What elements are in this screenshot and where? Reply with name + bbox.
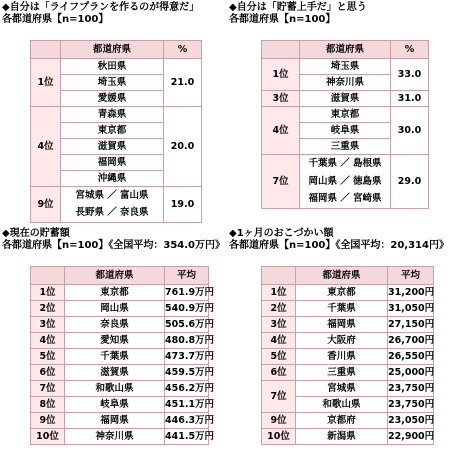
table-row xyxy=(262,285,434,301)
prefecture-cell: 宮城県 xyxy=(296,381,388,397)
value-cell: 761.9万円 xyxy=(165,285,209,301)
column-header: 平均 xyxy=(388,267,434,285)
table-row xyxy=(262,381,434,397)
value-cell: 26,700円 xyxy=(388,333,434,349)
prefecture-cell: 沖縄県 xyxy=(61,171,164,187)
prefecture-cell: 福岡県 xyxy=(296,317,388,333)
column-header xyxy=(262,41,300,59)
table-row xyxy=(31,301,209,317)
column-header: 都道府県 xyxy=(65,267,165,285)
table-row xyxy=(31,365,209,381)
table-row xyxy=(262,59,429,75)
prefecture-cell: 神奈川県 xyxy=(65,429,165,445)
prefecture-cell: 三重県 xyxy=(296,365,388,381)
rank-cell: 8位 xyxy=(31,397,65,413)
rank-cell: 1位 xyxy=(262,285,296,301)
prefecture-cell: 神奈川県 xyxy=(300,75,391,91)
rank-cell: 3位 xyxy=(31,317,65,333)
table-row xyxy=(31,413,209,429)
rank-cell: 7位 xyxy=(31,381,65,397)
prefecture-cell: 東京都 xyxy=(300,107,391,123)
value-cell: 22,900円 xyxy=(388,429,434,445)
panel-savings-subtitle: 各都道府県【n=100】《全国平均：354.0万円》 xyxy=(2,240,226,251)
panel-lifeplan-subtitle: 各都道府県【n=100】 xyxy=(2,14,109,25)
table-header-row xyxy=(31,267,209,285)
table-row xyxy=(262,301,434,317)
table-row xyxy=(262,333,434,349)
prefecture-cell: 福岡県 ／ 宮崎県 xyxy=(300,191,391,209)
table-row xyxy=(262,155,429,173)
prefecture-cell: 宮城県 ／ 富山県 xyxy=(61,187,164,205)
prefecture-cell: 東京都 xyxy=(61,123,164,139)
rank-cell: 7位 xyxy=(262,155,300,209)
table-header-row xyxy=(262,267,434,285)
column-header: 都道府県 xyxy=(300,41,391,59)
prefecture-cell: 三重県 xyxy=(300,139,391,155)
rank-cell: 7位 xyxy=(262,381,296,413)
prefecture-cell: 長野県 ／ 奈良県 xyxy=(61,205,164,223)
value-cell: 19.0 xyxy=(164,187,202,223)
prefecture-cell: 愛媛県 xyxy=(61,91,164,107)
panel-saving-skill-subtitle: 各都道府県【n=100】 xyxy=(229,14,336,25)
column-header xyxy=(262,267,296,285)
panel-saving-skill-title: ◆自分は「貯蓄上手だ」と思う xyxy=(229,2,367,13)
value-cell: 540.9万円 xyxy=(165,301,209,317)
value-cell: 473.7万円 xyxy=(165,349,209,365)
prefecture-cell: 奈良県 xyxy=(65,317,165,333)
value-cell: 23,750円 xyxy=(388,381,434,397)
panel-lifeplan-title: ◆自分は「ライフプランを作るのが得意だ」 xyxy=(2,2,200,13)
ranking-table-2 xyxy=(261,40,429,209)
prefecture-cell: 愛知県 xyxy=(65,333,165,349)
table-header-row xyxy=(262,41,429,59)
value-cell: 33.0 xyxy=(391,59,429,91)
column-header xyxy=(31,267,65,285)
column-header: 都道府県 xyxy=(296,267,388,285)
rank-cell: 3位 xyxy=(262,317,296,333)
value-cell: 30.0 xyxy=(391,107,429,155)
table-row xyxy=(31,349,209,365)
value-cell: 505.6万円 xyxy=(165,317,209,333)
column-header xyxy=(31,41,61,59)
value-cell: 451.1万円 xyxy=(165,397,209,413)
table-row xyxy=(262,317,434,333)
prefecture-cell: 福岡県 xyxy=(65,413,165,429)
rank-cell: 9位 xyxy=(31,187,61,223)
ranking-table-4 xyxy=(261,266,434,445)
prefecture-cell: 岡山県 ／ 徳島県 xyxy=(300,173,391,191)
prefecture-cell: 千葉県 ／ 島根県 xyxy=(300,155,391,173)
value-cell: 23,050円 xyxy=(388,413,434,429)
value-cell: 31,050円 xyxy=(388,301,434,317)
prefecture-cell: 東京都 xyxy=(65,285,165,301)
value-cell: 21.0 xyxy=(164,59,202,107)
table-row xyxy=(262,349,434,365)
rank-cell: 6位 xyxy=(31,365,65,381)
prefecture-cell: 滋賀県 xyxy=(65,365,165,381)
prefecture-cell: 千葉県 xyxy=(65,349,165,365)
value-cell: 27,150円 xyxy=(388,317,434,333)
prefecture-cell: 滋賀県 xyxy=(61,139,164,155)
table-row xyxy=(31,59,202,75)
value-cell: 480.8万円 xyxy=(165,333,209,349)
prefecture-cell: 岐阜県 xyxy=(65,397,165,413)
table-row xyxy=(262,91,429,107)
prefecture-cell: 秋田県 xyxy=(61,59,164,75)
rank-cell: 5位 xyxy=(31,349,65,365)
rank-cell: 5位 xyxy=(262,349,296,365)
table-row xyxy=(262,107,429,123)
table-header-row xyxy=(31,41,202,59)
prefecture-cell: 埼玉県 xyxy=(300,59,391,75)
rank-cell: 9位 xyxy=(262,413,296,429)
rank-cell: 1位 xyxy=(31,285,65,301)
rank-cell: 4位 xyxy=(31,333,65,349)
prefecture-cell: 大阪府 xyxy=(296,333,388,349)
rank-cell: 10位 xyxy=(262,429,296,445)
table-row xyxy=(31,429,209,445)
value-cell: 26,550円 xyxy=(388,349,434,365)
value-cell: 441.5万円 xyxy=(165,429,209,445)
rank-cell: 1位 xyxy=(31,59,61,107)
table-row xyxy=(31,187,202,205)
rank-cell: 9位 xyxy=(31,413,65,429)
value-cell: 31,200円 xyxy=(388,285,434,301)
rank-cell: 6位 xyxy=(262,365,296,381)
value-cell: 31.0 xyxy=(391,91,429,107)
prefecture-cell: 京都府 xyxy=(296,413,388,429)
ranking-table-1 xyxy=(30,40,202,223)
value-cell: 459.5万円 xyxy=(165,365,209,381)
value-cell: 446.3万円 xyxy=(165,413,209,429)
prefecture-cell: 東京都 xyxy=(296,285,388,301)
prefecture-cell: 青森県 xyxy=(61,107,164,123)
value-cell: 23,750円 xyxy=(388,397,434,413)
table-row xyxy=(31,317,209,333)
panel-savings-title: ◆現在の貯蓄額 xyxy=(2,228,70,239)
prefecture-cell: 和歌山県 xyxy=(296,397,388,413)
rank-cell: 3位 xyxy=(262,91,300,107)
prefecture-cell: 香川県 xyxy=(296,349,388,365)
prefecture-cell: 滋賀県 xyxy=(300,91,391,107)
value-cell: 25,000円 xyxy=(388,365,434,381)
rank-cell: 4位 xyxy=(31,107,61,187)
rank-cell: 1位 xyxy=(262,59,300,91)
prefecture-cell: 和歌山県 xyxy=(65,381,165,397)
prefecture-cell: 岡山県 xyxy=(65,301,165,317)
column-header: % xyxy=(391,41,429,59)
prefecture-cell: 岐阜県 xyxy=(300,123,391,139)
column-header: 都道府県 xyxy=(61,41,164,59)
value-cell: 20.0 xyxy=(164,107,202,187)
table-row xyxy=(262,365,434,381)
rank-cell: 10位 xyxy=(31,429,65,445)
rank-cell: 2位 xyxy=(31,301,65,317)
panel-allowance-subtitle: 各都道府県【n=100】《全国平均：20,314円》 xyxy=(229,240,449,251)
prefecture-cell: 福岡県 xyxy=(61,155,164,171)
table-row xyxy=(262,413,434,429)
prefecture-cell: 千葉県 xyxy=(296,301,388,317)
value-cell: 456.2万円 xyxy=(165,381,209,397)
prefecture-cell: 新潟県 xyxy=(296,429,388,445)
table-row xyxy=(31,107,202,123)
table-row xyxy=(31,381,209,397)
column-header: % xyxy=(164,41,202,59)
value-cell: 29.0 xyxy=(391,155,429,209)
table-row xyxy=(262,429,434,445)
panel-allowance-title: ◆1ヶ月のおこづかい額 xyxy=(229,228,334,239)
rank-cell: 4位 xyxy=(262,107,300,155)
table-row xyxy=(31,285,209,301)
table-row xyxy=(31,333,209,349)
rank-cell: 4位 xyxy=(262,333,296,349)
prefecture-cell: 埼玉県 xyxy=(61,75,164,91)
ranking-table-3 xyxy=(30,266,215,445)
table-row xyxy=(31,397,209,413)
column-header: 平均 xyxy=(165,267,209,285)
rank-cell: 2位 xyxy=(262,301,296,317)
